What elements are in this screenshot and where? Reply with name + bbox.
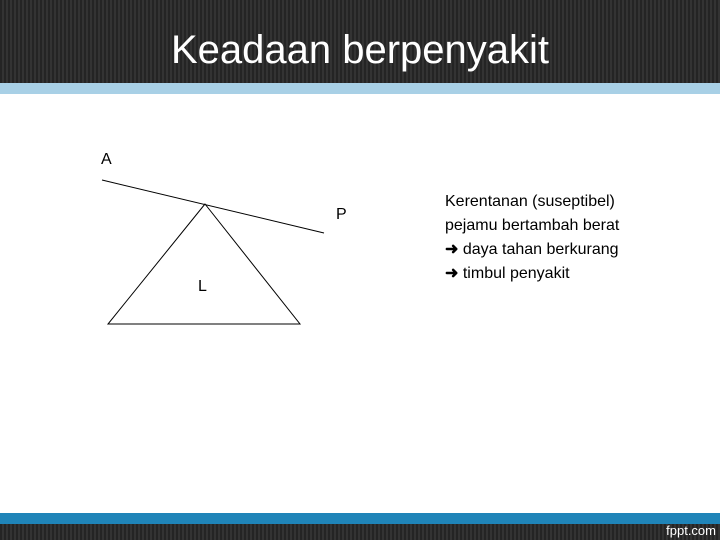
balance-beam-line [102, 180, 324, 233]
description-line-4 [445, 262, 705, 286]
fulcrum-triangle [108, 204, 300, 324]
label-host: P [336, 206, 347, 223]
description-line-4-text: timbul penyakit [462, 265, 570, 282]
right-arrow-icon: ➜ [445, 241, 459, 258]
description-line-3 [445, 238, 705, 262]
right-arrow-icon: ➜ [445, 265, 459, 282]
slide-title: Keadaan berpenyakit [170, 28, 550, 72]
label-agent: A [101, 151, 112, 168]
description-line-2: pejamu bertambah berat [445, 217, 620, 234]
footer-accent-stripe [0, 513, 720, 524]
watermark-text: fppt.com [666, 523, 716, 538]
label-environment: L [198, 278, 207, 295]
footer-bar [0, 524, 720, 540]
description-text [445, 190, 705, 286]
description-line-1: Kerentanan (suseptibel) [445, 193, 615, 210]
description-line-3-text: daya tahan berkurang [462, 241, 619, 258]
